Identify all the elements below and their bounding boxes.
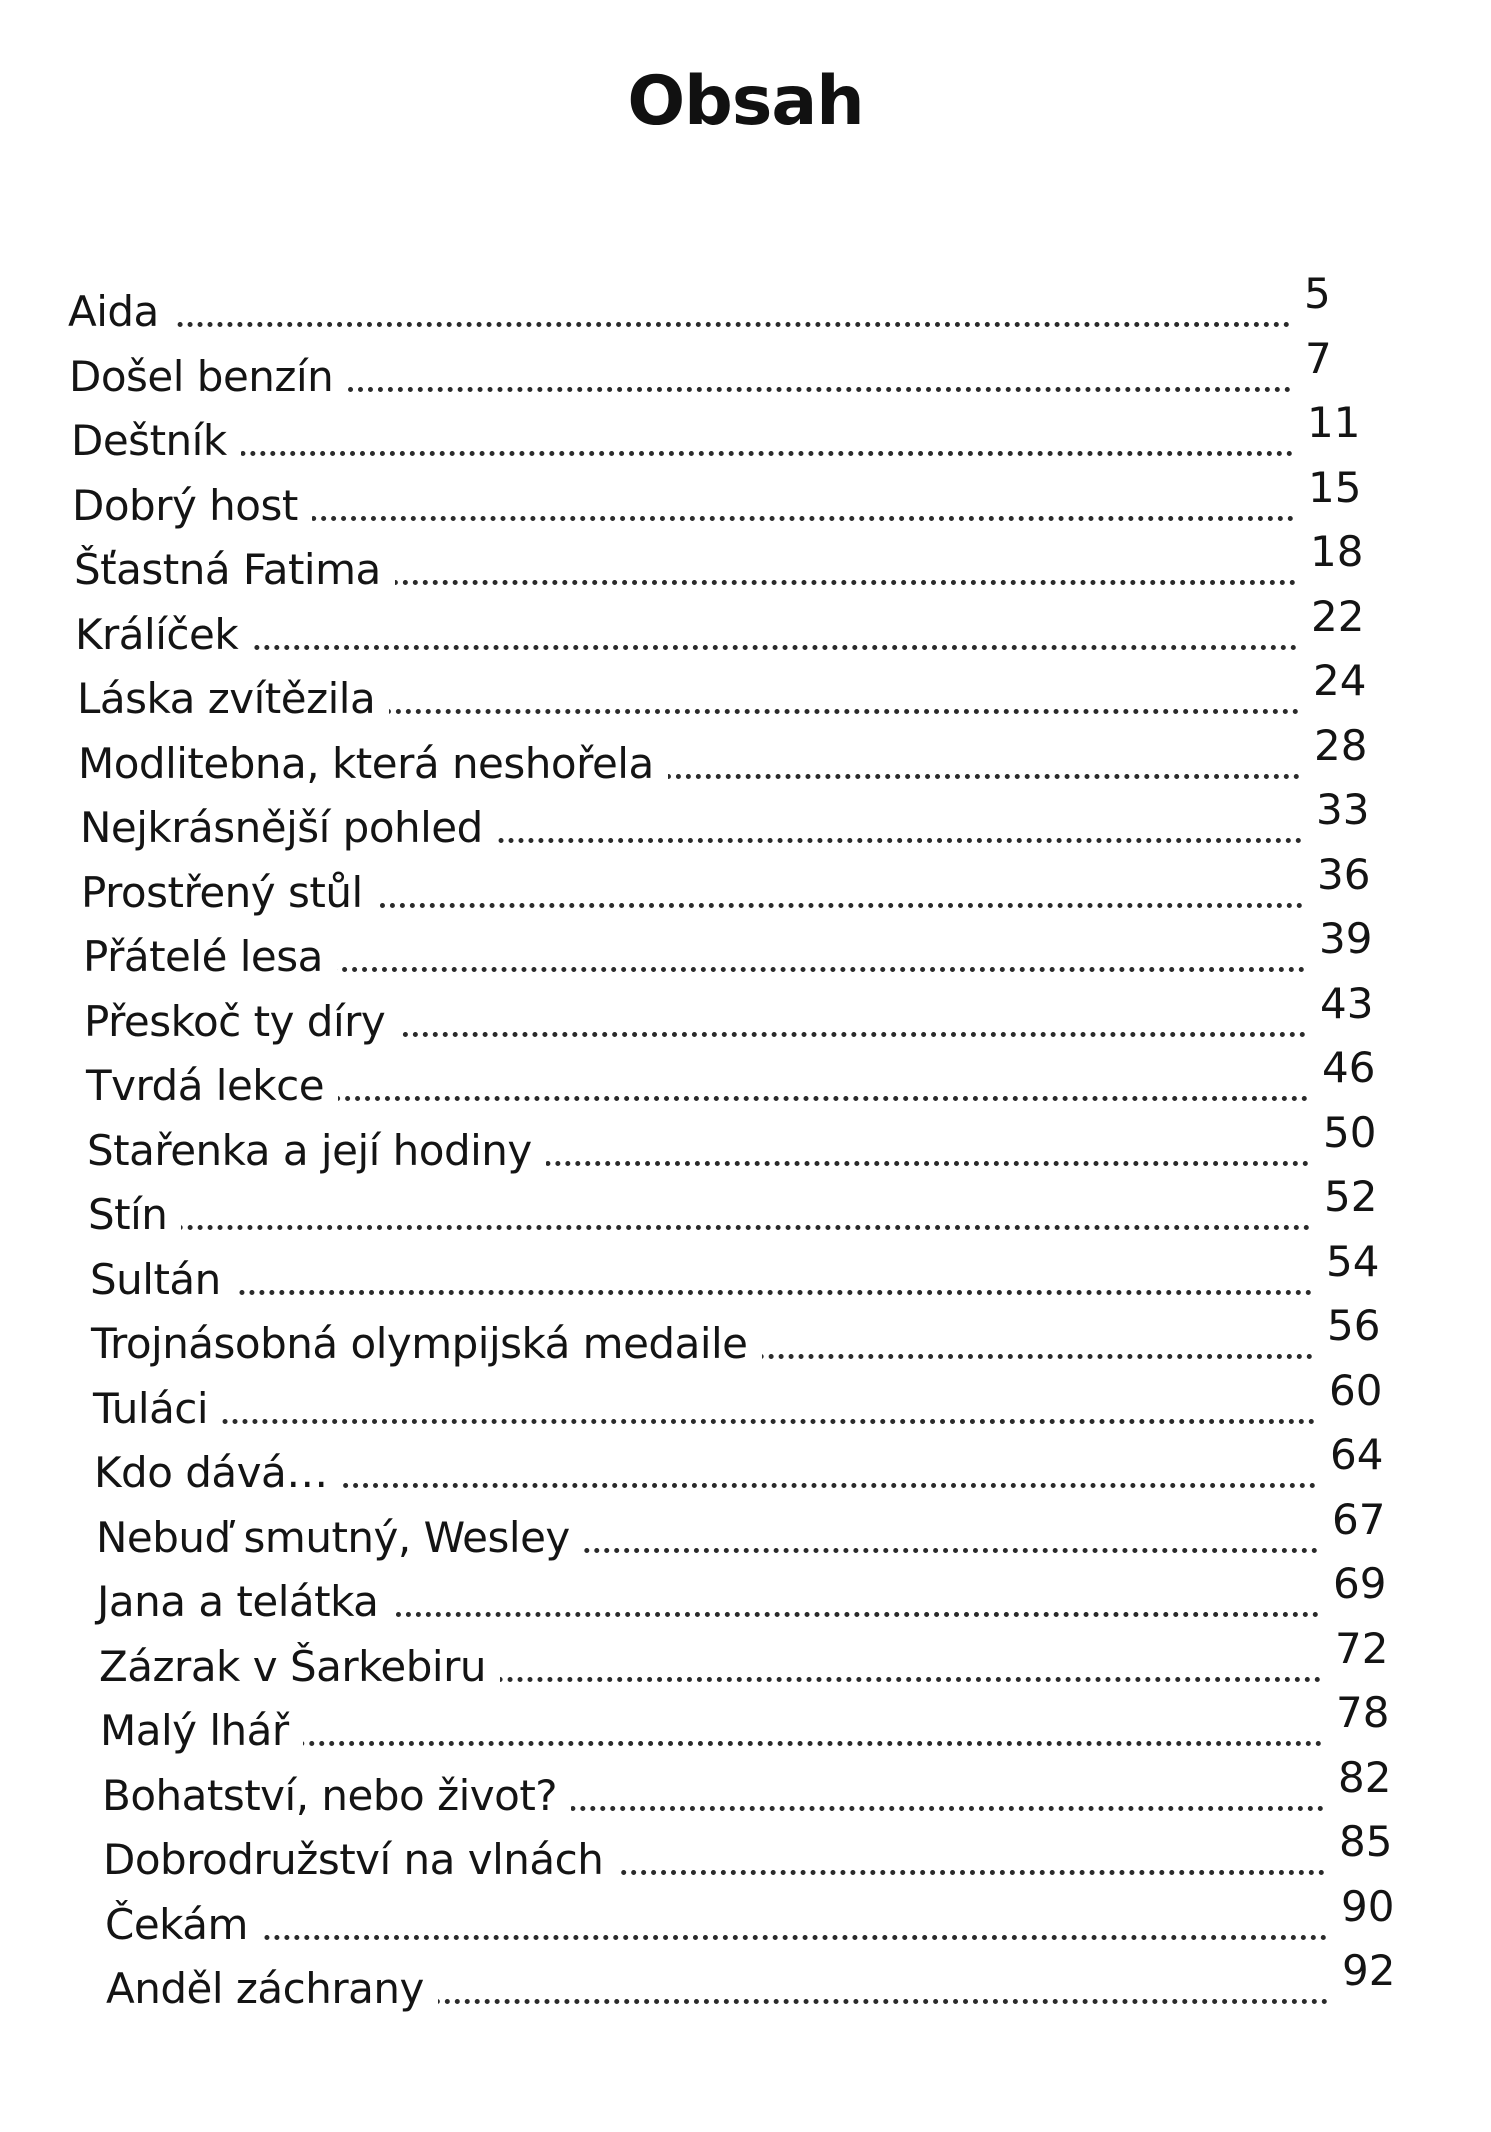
dot-leader (90, 1290, 1312, 1295)
toc-entry (96, 1495, 1412, 1562)
toc-entry (91, 1301, 1407, 1368)
toc-entry (74, 527, 1390, 594)
toc-entry-page-number: 54 (1326, 1237, 1380, 1286)
toc-entry-page-number: 92 (1342, 1946, 1396, 1995)
toc-entry-title: Láska zvítězila (77, 678, 389, 720)
toc-entry-title: Prostřený stůl (81, 872, 377, 914)
toc-entry (88, 1172, 1404, 1239)
toc-entry-title: Přátelé lesa (83, 936, 337, 978)
toc-entry-title: Došel benzín (69, 356, 347, 398)
toc-entry-title: Aida (68, 291, 173, 333)
toc-entry-page-number: 43 (1320, 979, 1374, 1028)
toc-entry-title: Jana a telátka (97, 1581, 392, 1623)
toc-entry (71, 398, 1387, 465)
toc-entry (90, 1237, 1406, 1304)
toc-entry (94, 1430, 1410, 1497)
toc-entry-title: Bohatství, nebo život? (102, 1775, 571, 1817)
toc-entry (81, 850, 1397, 917)
toc-entry-page-number: 22 (1311, 592, 1365, 641)
toc-entry-title: Sultán (90, 1259, 235, 1301)
toc-entry (72, 463, 1388, 530)
toc-entry (106, 1946, 1422, 2013)
toc-entry-page-number: 56 (1327, 1301, 1381, 1350)
toc-entry (84, 979, 1400, 1046)
toc-entry-page-number: 67 (1332, 1495, 1386, 1544)
toc-entry (75, 592, 1391, 659)
toc-entry-page-number: 5 (1304, 269, 1331, 318)
toc-entry-title: Tvrdá lekce (86, 1065, 338, 1107)
toc-entry-page-number: 11 (1307, 398, 1361, 447)
toc-entry (93, 1366, 1409, 1433)
toc-entry-title: Stín (88, 1194, 181, 1236)
toc-entry (80, 785, 1396, 852)
dot-leader (105, 1935, 1327, 1940)
toc-entry (86, 1043, 1402, 1110)
toc-entry (97, 1559, 1413, 1626)
toc-entry-title: Tuláci (93, 1388, 222, 1430)
toc-entry-page-number: 50 (1323, 1108, 1377, 1157)
toc-entry-page-number: 39 (1319, 914, 1373, 963)
toc-entry-title: Stařenka a její hodiny (87, 1130, 546, 1172)
toc-entry (83, 914, 1399, 981)
dot-leader (88, 1225, 1310, 1230)
toc-entry-title: Deštník (71, 420, 241, 462)
toc-entry (102, 1753, 1418, 1820)
toc-entry-title: Modlitebna, která neshořela (78, 743, 668, 785)
toc-entry (78, 721, 1394, 788)
toc-entry-page-number: 33 (1316, 785, 1370, 834)
contents-heading: Obsah (627, 62, 864, 141)
toc-entry-page-number: 52 (1324, 1172, 1378, 1221)
dot-leader (93, 1419, 1315, 1424)
toc-entry-title: Trojnásobná olympijská medaile (91, 1323, 762, 1365)
toc-entry-title: Dobrý host (72, 485, 312, 527)
toc-entry-title: Šťastná Fatima (74, 549, 395, 591)
toc-entry-title: Přeskoč ty díry (84, 1001, 399, 1043)
toc-entry-title: Nejkrásnější pohled (80, 807, 497, 849)
toc-entry (100, 1688, 1416, 1755)
toc-entry (69, 334, 1385, 401)
toc-entry-title: Nebuď smutný, Wesley (96, 1517, 584, 1559)
dot-leader (75, 645, 1297, 650)
toc-entry (105, 1882, 1421, 1949)
toc-entry (87, 1108, 1403, 1175)
toc-entry-page-number: 82 (1338, 1753, 1392, 1802)
toc-entry-page-number: 90 (1341, 1882, 1395, 1931)
dot-leader (68, 322, 1290, 327)
toc-entry (68, 269, 1384, 336)
toc-entry-page-number: 85 (1339, 1817, 1393, 1866)
toc-entry-title: Zázrak v Šarkebiru (99, 1646, 500, 1688)
toc-entry-page-number: 78 (1336, 1688, 1390, 1737)
toc-entry-title: Dobrodružství na vlnách (103, 1839, 617, 1881)
toc-entry-title: Čekám (105, 1904, 262, 1946)
toc-entry-page-number: 28 (1314, 721, 1368, 770)
toc-entry-page-number: 64 (1330, 1430, 1384, 1479)
toc-entry-title: Kdo dává… (94, 1452, 342, 1494)
toc-entry-page-number: 36 (1317, 850, 1371, 899)
toc-entry (103, 1817, 1419, 1884)
toc-entry-page-number: 72 (1335, 1624, 1389, 1673)
toc-entry-title: Anděl záchrany (106, 1968, 438, 2010)
toc-entry-title: Malý lhář (100, 1710, 303, 1752)
toc-entry (99, 1624, 1415, 1691)
toc-entry-page-number: 15 (1308, 463, 1362, 512)
toc-entry-page-number: 69 (1333, 1559, 1387, 1608)
toc-entry-page-number: 46 (1322, 1043, 1376, 1092)
toc-entry (77, 656, 1393, 723)
toc-entry-page-number: 7 (1305, 334, 1332, 383)
toc-entry-title: Králíček (75, 614, 252, 656)
toc-entry-page-number: 24 (1313, 656, 1367, 705)
toc-entry-page-number: 60 (1329, 1366, 1383, 1415)
dot-leader (71, 451, 1293, 456)
toc-entry-page-number: 18 (1310, 527, 1364, 576)
